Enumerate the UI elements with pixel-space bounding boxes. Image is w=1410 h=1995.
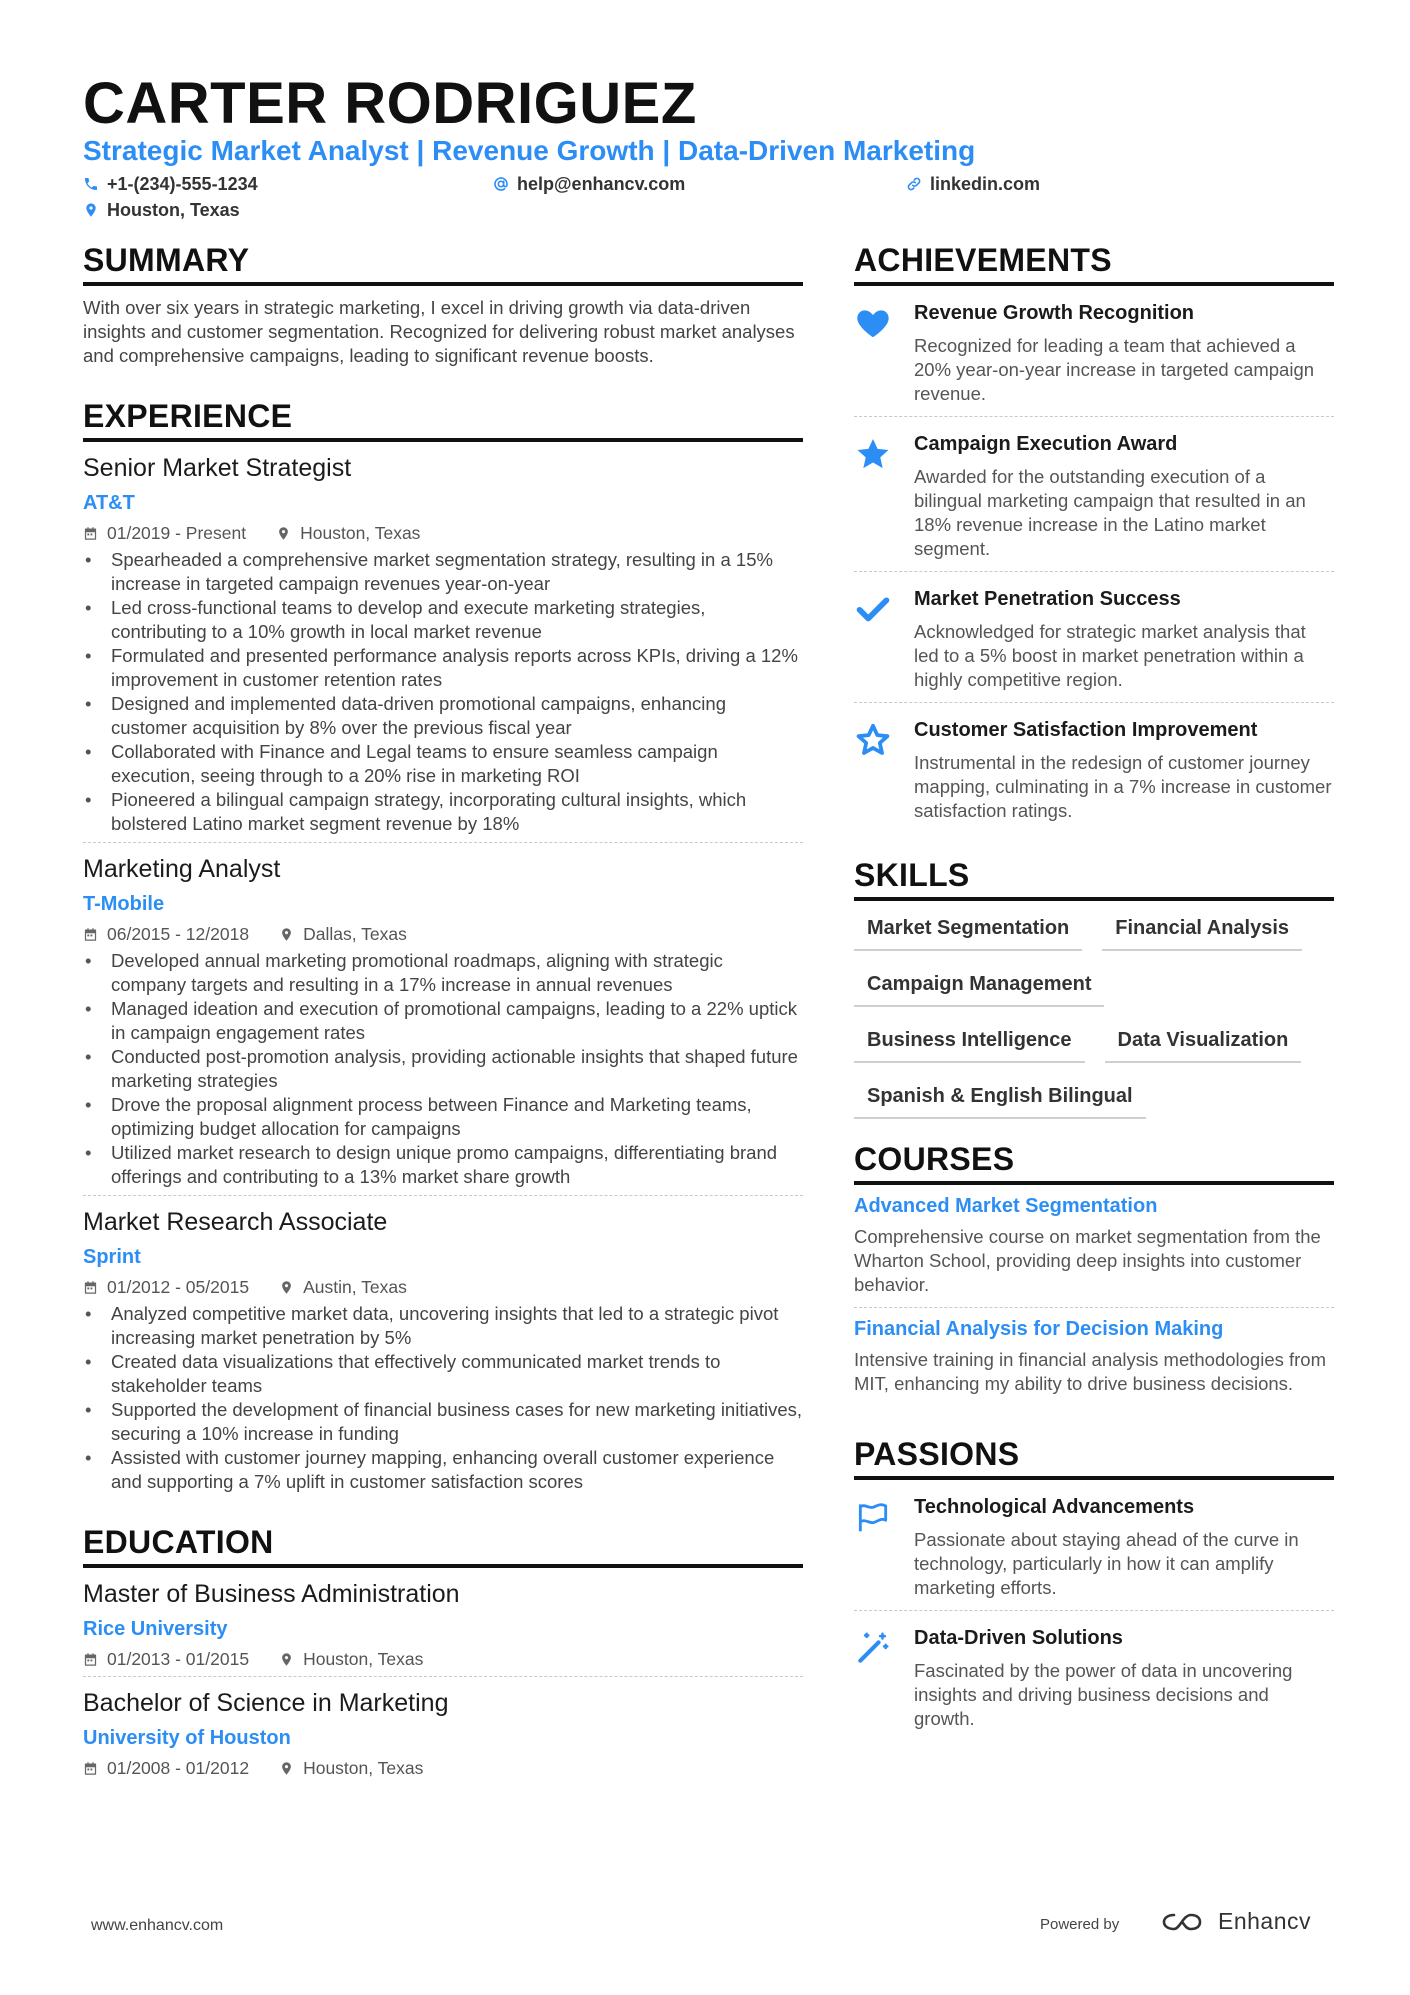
education-location: Houston, Texas — [303, 1649, 424, 1669]
location-pin-icon — [279, 1280, 294, 1295]
contact-location — [83, 199, 240, 221]
location-pin-icon — [279, 1761, 294, 1776]
left-column — [83, 240, 803, 1785]
section-title-summary: SUMMARY — [83, 240, 803, 286]
achievement-desc: Instrumental in the redesign of customer journey mapping, culminating in a 7% increase in customer satisfaction ratings. — [914, 752, 1332, 821]
calendar-icon — [83, 1280, 98, 1295]
degree-title: Master of Business Administration — [83, 1580, 460, 1608]
bullet-item: • Created data visualizations that effectively communicated market trends to stakeholder teams — [83, 1350, 803, 1398]
passion-title: Data-Driven Solutions — [914, 1627, 1123, 1649]
location-pin-icon — [279, 1652, 294, 1667]
skills-section — [854, 855, 1334, 1139]
company-name: AT&T — [83, 492, 135, 514]
magic-wand-icon — [854, 1625, 898, 1731]
email-text: help@enhancv.com — [517, 174, 686, 194]
contact-phone[interactable] — [83, 173, 258, 195]
education-entry — [83, 1677, 803, 1785]
achievement-desc: Recognized for leading a team that achieved a 20% year-on-year increase in targeted campaign revenue. — [914, 335, 1315, 404]
course-desc: Intensive training in financial analysis methodologies from MIT, enhancing my ability to drive business decisions. — [854, 1349, 1327, 1394]
calendar-icon — [83, 927, 98, 942]
passion-title: Technological Advancements — [914, 1496, 1195, 1518]
achievement-item — [854, 286, 1334, 417]
location-pin-icon — [276, 526, 291, 541]
footer-powered-by: Powered by — [1040, 1916, 1120, 1933]
passion-desc: Passionate about staying ahead of the curve in technology, particularly in how it can amplify marketing efforts. — [914, 1529, 1299, 1598]
skill-tag: Spanish & English Bilingual — [854, 1083, 1146, 1119]
bullet-item: • Led cross-functional teams to develop and execute marketing strategies, contributing to a 10% growth in local market revenue — [83, 596, 803, 644]
candidate-name: CARTER RODRIGUEZ — [83, 71, 697, 136]
education-dates: 01/2008 - 01/2012 — [107, 1758, 250, 1778]
course-title: Financial Analysis for Decision Making — [854, 1318, 1224, 1340]
at-icon — [493, 176, 509, 192]
calendar-icon — [83, 526, 98, 541]
achievement-title: Revenue Growth Recognition — [914, 302, 1195, 324]
phone-text: +1-(234)-555-1234 — [107, 174, 258, 194]
calendar-icon — [83, 1652, 98, 1667]
summary-section — [83, 240, 803, 368]
course-item — [854, 1185, 1334, 1308]
bullet-item: • Collaborated with Finance and Legal teams to ensure seamless campaign execution, seeing through to a 20% rise in marketing ROI — [83, 740, 803, 788]
achievement-title: Campaign Execution Award — [914, 433, 1178, 455]
passion-item — [854, 1611, 1334, 1741]
location-pin-icon — [279, 927, 294, 942]
calendar-icon — [83, 1761, 98, 1776]
bullet-item: • Drove the proposal alignment process between Finance and Marketing teams, optimizing budget allocation for campaigns — [83, 1093, 803, 1141]
courses-section — [854, 1139, 1334, 1406]
achievement-desc: Awarded for the outstanding execution of a bilingual marketing campaign that resulted in an 18% revenue increase in the Latino market segment. — [914, 466, 1306, 559]
skill-tag: Financial Analysis — [1102, 915, 1302, 951]
school-name: Rice University — [83, 1618, 228, 1640]
summary-text: With over six years in strategic marketing, I excel in driving growth via data-driven insights and customer segmentation. Recognized for delivering robust market analyses and comprehensive campaigns, leading to significant revenue boosts. — [83, 297, 795, 366]
achievements-section — [854, 240, 1334, 833]
education-location: Houston, Texas — [303, 1758, 424, 1778]
skill-tag: Business Intelligence — [854, 1027, 1085, 1063]
passion-desc: Fascinated by the power of data in uncovering insights and driving business decisions and growth. — [914, 1660, 1293, 1729]
skill-tag: Market Segmentation — [854, 915, 1082, 951]
job-title: Senior Market Strategist — [83, 454, 352, 482]
education-section — [83, 1522, 803, 1785]
bullet-item: • Designed and implemented data-driven promotional campaigns, enhancing customer acquisition by 8% over the previous fiscal year — [83, 692, 803, 740]
job-dates: 01/2019 - Present — [107, 523, 247, 543]
location-pin-icon — [83, 202, 99, 218]
footer-website[interactable]: www.enhancv.com — [91, 1917, 224, 1934]
skill-tag-spacer — [1124, 971, 1125, 1005]
section-title-skills: SKILLS — [854, 855, 1334, 901]
company-name: Sprint — [83, 1246, 141, 1268]
education-dates: 01/2013 - 01/2015 — [107, 1649, 250, 1669]
achievement-item — [854, 417, 1334, 572]
experience-section — [83, 396, 803, 1500]
degree-title: Bachelor of Science in Marketing — [83, 1689, 449, 1717]
job-entry — [83, 442, 803, 843]
skill-tag: Data Visualization — [1105, 1027, 1302, 1063]
heart-icon — [854, 300, 898, 406]
contact-linkedin[interactable] — [906, 173, 1040, 195]
job-title: Marketing Analyst — [83, 855, 281, 883]
star-outline-icon — [854, 717, 898, 823]
job-meta — [83, 923, 803, 945]
achievement-item — [854, 572, 1334, 703]
job-location: Dallas, Texas — [303, 924, 407, 944]
education-meta — [83, 1757, 803, 1779]
job-bullets — [83, 548, 803, 836]
achievement-title: Customer Satisfaction Improvement — [914, 719, 1258, 741]
job-bullets — [83, 1302, 803, 1494]
bullet-item: • Spearheaded a comprehensive market segmentation strategy, resulting in a 15% increase in targeted campaign revenues year-on-year — [83, 548, 803, 596]
section-title-courses: COURSES — [854, 1139, 1334, 1185]
bullet-item: • Formulated and presented performance analysis reports across KPIs, driving a 12% improvement in customer retention rates — [83, 644, 803, 692]
company-name: T-Mobile — [83, 893, 165, 915]
passions-section — [854, 1434, 1334, 1741]
contact-email[interactable] — [493, 173, 685, 195]
footer-brand-name: Enhancv — [1218, 1908, 1312, 1934]
skills-list — [854, 915, 1334, 1139]
section-title-achievements: ACHIEVEMENTS — [854, 240, 1334, 286]
bullet-item: • Managed ideation and execution of promotional campaigns, leading to a 22% uptick in campaign engagement rates — [83, 997, 803, 1045]
bullet-item: • Analyzed competitive market data, uncovering insights that led to a strategic pivot increasing market penetration by 5% — [83, 1302, 803, 1350]
section-title-experience: EXPERIENCE — [83, 396, 803, 442]
job-bullets — [83, 949, 803, 1189]
course-item — [854, 1308, 1334, 1406]
footer-brand[interactable] — [1160, 1908, 1311, 1935]
section-title-education: EDUCATION — [83, 1522, 803, 1568]
bullet-item: • Pioneered a bilingual campaign strategy, incorporating cultural insights, which bolstered Latino market segment revenue by 18% — [83, 788, 803, 836]
section-title-passions: PASSIONS — [854, 1434, 1334, 1480]
bullet-item: • Utilized market research to design unique promo campaigns, differentiating brand offerings and contributing to a 13% market share growth — [83, 1141, 803, 1189]
job-entry — [83, 843, 803, 1196]
star-icon — [854, 431, 898, 561]
skill-tag: Campaign Management — [854, 971, 1104, 1007]
link-icon — [906, 176, 922, 192]
achievement-title: Market Penetration Success — [914, 588, 1181, 610]
headline: Strategic Market Analyst | Revenue Growth | Data-Driven Marketing — [83, 135, 976, 166]
education-meta — [83, 1648, 803, 1670]
education-entry — [83, 1568, 803, 1677]
job-location: Houston, Texas — [300, 523, 421, 543]
location-text: Houston, Texas — [107, 200, 240, 220]
bullet-item: • Developed annual marketing promotional roadmaps, aligning with strategic company targets and resulting in a 17% increase in annual revenues — [83, 949, 803, 997]
job-location: Austin, Texas — [303, 1277, 407, 1297]
bullet-item: • Supported the development of financial business cases for new marketing initiatives, securing a 10% increase in funding — [83, 1398, 803, 1446]
bullet-item: • Assisted with customer journey mapping, enhancing overall customer experience and supporting a 7% uplift in customer satisfaction scores — [83, 1446, 803, 1494]
job-dates: 01/2012 - 05/2015 — [107, 1277, 250, 1297]
right-column — [854, 240, 1334, 1741]
phone-icon — [83, 176, 99, 192]
achievement-desc: Acknowledged for strategic market analysis that led to a 5% boost in market penetration within a highly competitive region. — [914, 621, 1306, 690]
job-meta — [83, 522, 803, 544]
job-title: Market Research Associate — [83, 1208, 388, 1236]
linkedin-text: linkedin.com — [930, 174, 1041, 194]
bullet-item: • Conducted post-promotion analysis, providing actionable insights that shaped future marketing strategies — [83, 1045, 803, 1093]
check-icon — [854, 586, 898, 692]
job-meta — [83, 1276, 803, 1298]
enhancv-logo-icon — [1160, 1909, 1208, 1935]
achievement-item — [854, 703, 1334, 833]
job-dates: 06/2015 - 12/2018 — [107, 924, 250, 944]
course-title: Advanced Market Segmentation — [854, 1195, 1158, 1217]
passion-item — [854, 1480, 1334, 1611]
flag-icon — [854, 1494, 898, 1600]
school-name: University of Houston — [83, 1727, 291, 1749]
job-entry — [83, 1196, 803, 1500]
course-desc: Comprehensive course on market segmentation from the Wharton School, providing deep insights into customer behavior. — [854, 1226, 1321, 1295]
